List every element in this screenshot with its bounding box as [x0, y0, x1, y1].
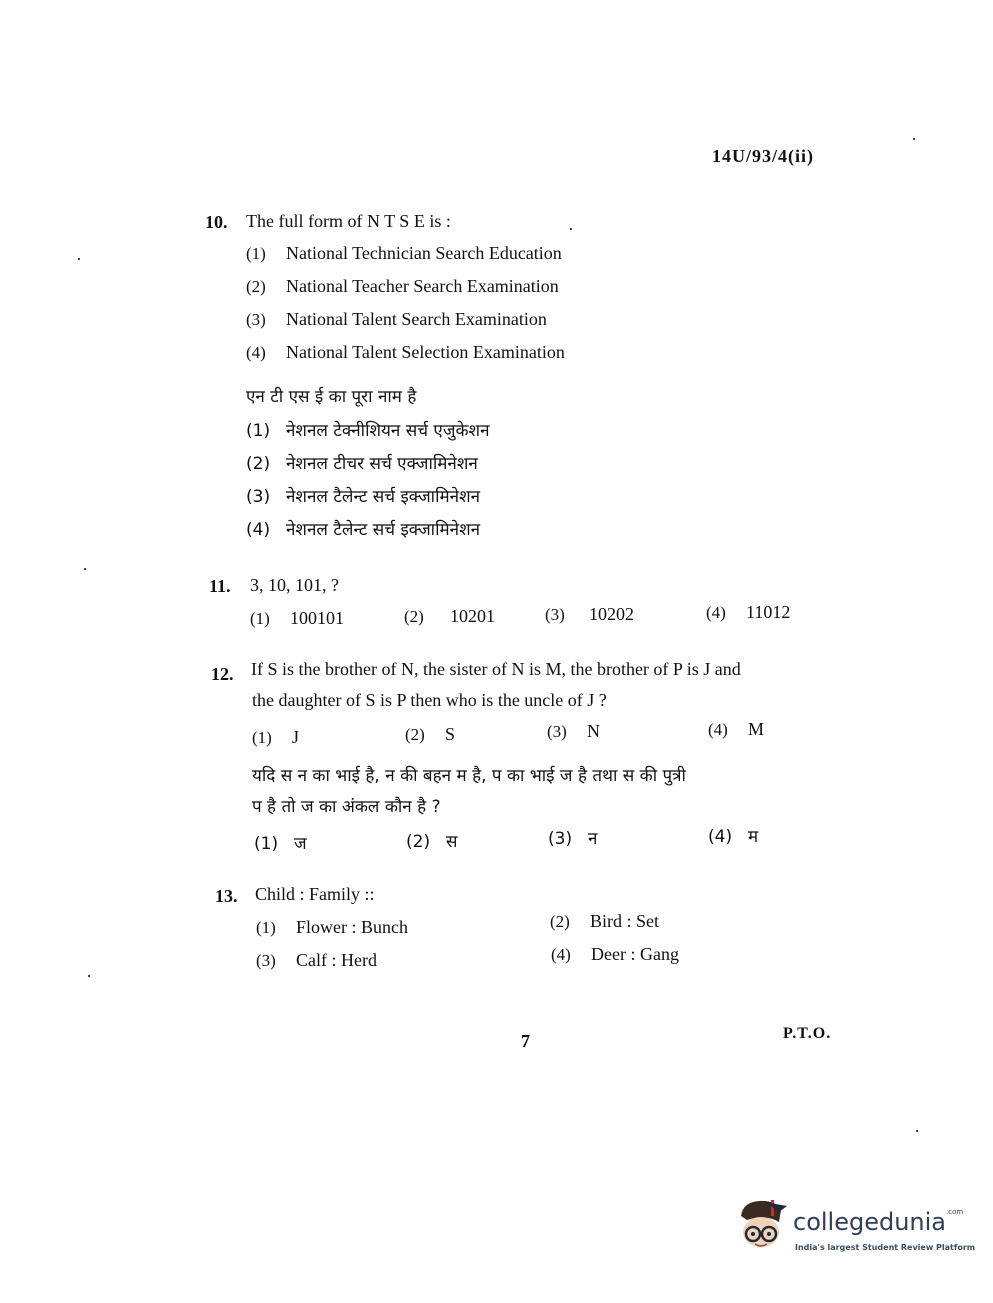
- option-number: (1): [256, 918, 276, 937]
- option-text: ज: [294, 834, 307, 854]
- option-text: नेशनल टैलेन्ट सर्च इक्जामिनेशन: [286, 520, 481, 540]
- option-number: (3): [246, 487, 271, 507]
- option-text: नेशनल टेक्नीशियन सर्च एजुकेशन: [286, 421, 490, 441]
- speck: [78, 258, 80, 260]
- speck: [570, 228, 572, 230]
- option-text: स: [446, 832, 458, 852]
- option-number: (2): [404, 607, 424, 626]
- option-number: (1): [254, 834, 279, 854]
- hindi-option-2: [406, 829, 458, 852]
- option-text: National Talent Search Examination: [286, 309, 547, 329]
- question-text-line-1: If S is the brother of N, the sister of N is M, the brother of P is J and: [251, 659, 741, 679]
- option-text: National Technician Search Education: [286, 243, 562, 263]
- option-text: National Teacher Search Examination: [286, 276, 559, 296]
- option-text: 100101: [290, 608, 344, 628]
- option-4: [246, 342, 565, 363]
- option-text: 10202: [589, 604, 634, 624]
- option-text: Deer : Gang: [591, 944, 679, 964]
- brand-tagline: India's largest Student Review Platform: [795, 1243, 976, 1252]
- option-1: [246, 243, 562, 264]
- option-text: M: [748, 719, 765, 739]
- option-number: (2): [550, 912, 570, 931]
- hindi-option-1: [246, 418, 490, 441]
- option-1: [252, 727, 299, 748]
- brand-name: collegedunia$^{.com}$: [793, 1208, 964, 1236]
- option-number: (2): [246, 454, 271, 474]
- option-number: (1): [252, 728, 272, 747]
- option-text: Bird : Set: [590, 911, 660, 931]
- hindi-option-4: [246, 517, 480, 540]
- mascot-icon: [735, 1196, 791, 1256]
- option-text: S: [445, 724, 456, 744]
- hindi-option-1: [254, 831, 307, 854]
- question-number: 10.: [205, 212, 228, 232]
- option-4: [708, 719, 764, 740]
- option-number: (1): [246, 421, 271, 441]
- option-number: (3): [547, 722, 567, 741]
- question-text: Child : Family ::: [255, 884, 375, 904]
- question-text-line-2: the daughter of S is P then who is the uncle of J ?: [252, 690, 607, 710]
- hindi-option-4: [708, 824, 758, 847]
- paper-code: 14U/93/4(ii): [712, 146, 814, 166]
- question-number: 13.: [215, 886, 238, 906]
- option-text: म: [748, 827, 759, 847]
- hindi-question-line-1: यदि स न का भाई है, न की बहन म है, प का भाई ज है तथा स की पुत्री: [252, 766, 686, 786]
- option-number: (1): [246, 244, 266, 263]
- option-number: (4): [246, 520, 271, 540]
- option-number: (3): [256, 951, 276, 970]
- option-2: [246, 276, 559, 297]
- option-text: National Talent Selection Examination: [286, 342, 565, 362]
- option-4: [706, 602, 790, 623]
- option-2: [550, 911, 659, 932]
- speck: [88, 975, 90, 977]
- option-text: नेशनल टीचर सर्च एक्जामिनेशन: [286, 454, 478, 474]
- option-text: नेशनल टैलेन्ट सर्च इक्जामिनेशन: [286, 487, 481, 507]
- option-4: [551, 944, 679, 965]
- page-number: 7: [521, 1031, 530, 1051]
- option-number: (1): [250, 609, 270, 628]
- pto-label: P.T.O.: [783, 1025, 832, 1042]
- option-text: Calf : Herd: [296, 950, 377, 970]
- option-1: [256, 917, 408, 938]
- option-number: (4): [708, 720, 728, 739]
- option-number: (3): [246, 310, 266, 329]
- hindi-option-2: [246, 451, 478, 474]
- option-2: [404, 606, 495, 627]
- option-number: (4): [246, 343, 266, 362]
- option-text: न: [588, 829, 598, 849]
- question-text: 3, 10, 101, ?: [250, 575, 339, 595]
- question-number: 12.: [211, 664, 234, 684]
- option-number: (4): [706, 603, 726, 622]
- option-text: 10201: [450, 606, 495, 626]
- question-number: 11.: [209, 576, 231, 596]
- option-number: (3): [545, 605, 565, 624]
- speck: [84, 568, 86, 570]
- option-number: (3): [548, 829, 573, 849]
- hindi-question-text: एन टी एस ई का पूरा नाम है: [246, 387, 417, 407]
- option-2: [405, 724, 455, 745]
- option-3: [545, 604, 634, 625]
- hindi-question-line-2: प है तो ज का अंकल कौन है ?: [252, 797, 441, 817]
- option-3: [246, 309, 547, 330]
- speck: [913, 138, 915, 140]
- hindi-option-3: [548, 826, 597, 849]
- speck: [916, 1130, 918, 1132]
- option-3: [256, 950, 377, 971]
- option-text: 11012: [746, 602, 791, 622]
- option-1: [250, 608, 344, 629]
- option-text: Flower : Bunch: [296, 917, 408, 937]
- option-text: J: [292, 727, 300, 747]
- option-number: (2): [246, 277, 266, 296]
- question-text: The full form of N T S E is :: [246, 211, 451, 231]
- option-text: N: [587, 721, 600, 741]
- option-number: (2): [405, 725, 425, 744]
- option-number: (2): [406, 832, 431, 852]
- option-3: [547, 721, 600, 742]
- hindi-option-3: [246, 484, 480, 507]
- option-number: (4): [708, 827, 733, 847]
- option-number: (4): [551, 945, 571, 964]
